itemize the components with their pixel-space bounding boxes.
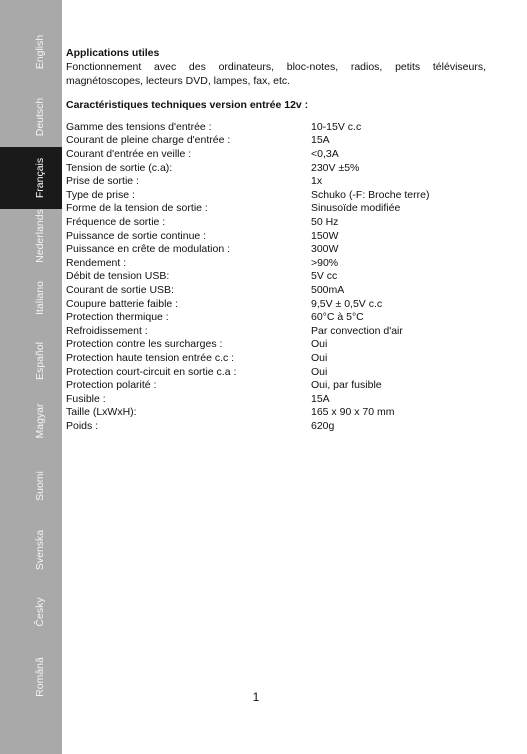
language-tab-label: Nederlands: [34, 209, 46, 263]
spec-value: 150W: [311, 229, 339, 242]
spec-label: Débit de tension USB:: [66, 270, 170, 283]
language-tab-nederlands[interactable]: [0, 205, 62, 267]
language-tab-label: Español: [34, 342, 46, 380]
spec-row: [66, 230, 486, 244]
spec-value: 500mA: [311, 284, 345, 297]
spec-label: Fusible :: [66, 392, 106, 405]
spec-row: [66, 270, 486, 284]
language-tab-francais[interactable]: [0, 147, 62, 209]
language-tab-svenska[interactable]: [0, 519, 62, 581]
spec-label: Tension de sortie (c.a):: [66, 161, 173, 174]
spec-value: 165 x 90 x 70 mm: [311, 406, 395, 419]
spec-label: Courant de sortie USB:: [66, 284, 174, 297]
specs-list: [66, 121, 486, 434]
spec-row: [66, 257, 486, 271]
spec-label: Refroidissement :: [66, 324, 148, 337]
spec-row: [66, 338, 486, 352]
spec-row: [66, 393, 486, 407]
spec-label: Taille (LxWxH):: [66, 406, 137, 419]
spec-value: Oui: [311, 351, 328, 364]
spec-value: 230V ±5%: [311, 161, 360, 174]
main-content: [66, 47, 486, 434]
language-tab-english[interactable]: [0, 21, 62, 83]
spec-label: Puissance de sortie continue :: [66, 229, 207, 242]
language-tab-italiano[interactable]: [0, 267, 62, 329]
spec-label: Protection court-circuit en sortie c.a :: [66, 365, 237, 378]
language-tab-label: Deutsch: [34, 97, 46, 137]
spec-label: Poids :: [66, 419, 99, 432]
spec-row: [66, 298, 486, 312]
spec-label: Protection contre les surcharges :: [66, 338, 223, 351]
language-tab-magyar[interactable]: [0, 390, 62, 452]
language-tab-deutsch[interactable]: [0, 86, 62, 148]
spec-value: Oui, par fusible: [311, 379, 382, 392]
specs-heading: Caractéristiques techniques version entrée 12v :: [66, 99, 309, 112]
spec-row: [66, 216, 486, 230]
spec-row: [66, 352, 486, 366]
language-tab-label: Česky: [34, 597, 46, 627]
spec-value: 15A: [311, 134, 330, 147]
spec-label: Courant de pleine charge d'entrée :: [66, 134, 231, 147]
spec-value: Sinusoïde modifiée: [311, 202, 401, 215]
spec-value: 620g: [311, 419, 335, 432]
applications-heading: Applications utiles: [66, 47, 160, 59]
spec-label: Courant d'entrée en veille :: [66, 148, 192, 161]
language-tab-label: Italiano: [34, 281, 46, 315]
spec-label: Type de prise :: [66, 188, 135, 201]
spec-label: Rendement :: [66, 256, 127, 269]
spec-label: Prise de sortie :: [66, 175, 139, 188]
spec-row: [66, 121, 486, 135]
spec-value: 50 Hz: [311, 216, 339, 229]
spec-row: [66, 284, 486, 298]
spec-value: Par convection d'air: [311, 324, 403, 337]
spec-label: Protection haute tension entrée c.c :: [66, 351, 235, 364]
spec-label: Gamme des tensions d'entrée :: [66, 120, 212, 133]
language-tab-label: Suomi: [34, 471, 46, 501]
spec-row: [66, 175, 486, 189]
spec-label: Protection thermique :: [66, 311, 169, 324]
spec-value: 9,5V ± 0,5V c.c: [311, 297, 383, 310]
spec-value: Oui: [311, 338, 328, 351]
spec-row: [66, 420, 486, 434]
language-tab-label: Français: [34, 157, 46, 199]
spec-value: 1x: [311, 175, 323, 188]
language-tab-espanol[interactable]: [0, 330, 62, 392]
spec-label: Forme de la tension de sortie :: [66, 202, 208, 215]
page-number: 1: [252, 690, 260, 704]
spec-row: [66, 148, 486, 162]
spec-value: <0,3A: [311, 148, 339, 161]
spec-value: 10-15V c.c: [311, 120, 362, 133]
spec-label: Fréquence de sortie :: [66, 216, 166, 229]
spec-row: [66, 406, 486, 420]
language-tab-label: Română: [34, 657, 46, 697]
spec-row: [66, 366, 486, 380]
language-sidebar: [0, 0, 62, 754]
spec-row: [66, 243, 486, 257]
spec-row: [66, 379, 486, 393]
language-tab-suomi[interactable]: [0, 455, 62, 517]
language-tab-label: English: [34, 34, 46, 70]
spec-row: [66, 325, 486, 339]
spec-row: [66, 311, 486, 325]
spec-value: 15A: [311, 392, 330, 405]
spec-label: Coupure batterie faible :: [66, 297, 179, 310]
language-tab-label: Magyar: [34, 403, 46, 439]
spec-row: [66, 134, 486, 148]
spec-value: Schuko (-F: Broche terre): [311, 188, 430, 201]
spec-label: Protection polarité :: [66, 379, 157, 392]
spec-row: [66, 202, 486, 216]
spec-value: 300W: [311, 243, 339, 256]
spec-value: >90%: [311, 256, 339, 269]
spec-value: Oui: [311, 365, 328, 378]
spec-row: [66, 162, 486, 176]
spec-value: 60°C à 5°C: [311, 311, 364, 324]
applications-text: Fonctionnement avec des ordinateurs, bloc-notes, radios, petits téléviseurs, magnétoscopes, lecteurs DVD, lampes, fax, etc.: [66, 61, 486, 87]
spec-row: [66, 189, 486, 203]
spec-value: 5V cc: [311, 270, 338, 283]
language-tab-romana[interactable]: [0, 646, 62, 708]
language-tab-cesky[interactable]: [0, 581, 62, 643]
spec-label: Puissance en crête de modulation :: [66, 243, 231, 256]
language-tab-label: Svenska: [34, 529, 46, 571]
